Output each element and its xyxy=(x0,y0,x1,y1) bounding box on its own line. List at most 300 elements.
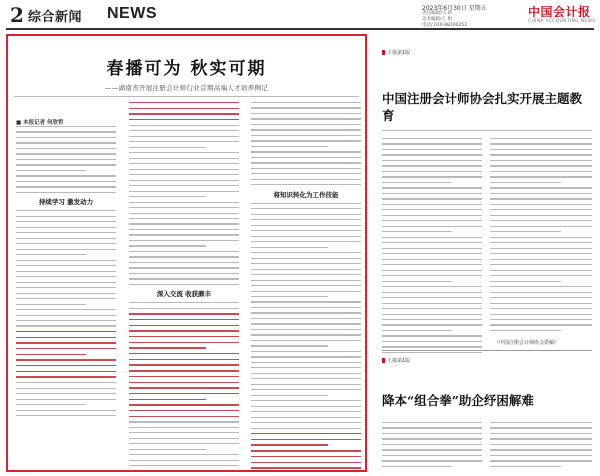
text-line xyxy=(16,415,116,416)
text-line xyxy=(129,278,239,279)
article-headline: 春播可为 秋实可期 xyxy=(106,59,267,79)
text-line xyxy=(251,157,361,158)
text-line xyxy=(129,347,206,348)
text-line xyxy=(129,152,239,153)
text-line xyxy=(382,422,482,423)
text-line xyxy=(251,214,361,215)
text-line xyxy=(251,411,361,412)
text-line xyxy=(16,175,116,176)
text-line xyxy=(16,142,116,143)
text-line xyxy=(16,282,116,283)
text-line xyxy=(129,319,239,320)
text-line xyxy=(16,227,116,228)
newspaper-logo-en: CHINA ACCOUNTING NEWS xyxy=(528,19,596,24)
text-line xyxy=(251,433,361,434)
text-line xyxy=(490,165,592,166)
story2-body-column-1 xyxy=(382,422,482,470)
text-line xyxy=(129,213,239,214)
text-line xyxy=(251,444,328,445)
text-line xyxy=(16,325,116,326)
text-line xyxy=(16,164,116,165)
text-line xyxy=(16,126,116,127)
text-line xyxy=(16,249,116,250)
story-body-column-2 xyxy=(490,138,592,335)
text-line xyxy=(129,302,239,303)
text-line xyxy=(129,382,239,383)
text-line xyxy=(251,356,361,357)
text-line xyxy=(251,367,361,368)
text-line xyxy=(490,275,592,276)
text-line xyxy=(251,151,361,152)
text-line xyxy=(251,389,361,390)
text-line xyxy=(251,184,361,185)
text-line xyxy=(251,373,361,374)
text-line xyxy=(490,303,592,304)
text-line xyxy=(251,351,361,352)
text-line xyxy=(251,102,361,103)
text-line xyxy=(382,149,482,150)
text-line xyxy=(16,365,116,366)
text-line xyxy=(382,171,482,172)
text-line xyxy=(382,259,482,260)
text-line xyxy=(382,160,482,161)
text-line xyxy=(16,393,116,394)
text-line xyxy=(16,181,116,182)
text-line xyxy=(129,234,239,235)
text-line xyxy=(129,465,239,466)
text-line xyxy=(382,292,482,293)
right-column xyxy=(374,34,594,472)
text-line xyxy=(382,438,482,439)
text-line xyxy=(251,241,361,242)
text-line xyxy=(490,259,592,260)
text-line xyxy=(251,340,361,341)
text-line xyxy=(251,146,328,147)
section-heading-1: 持续学习 激发动力 xyxy=(38,198,94,207)
text-line xyxy=(490,264,592,265)
text-line xyxy=(382,324,482,325)
story-headline-cicpa[interactable]: 中国注册会计师协会扎实开展主题教育 xyxy=(382,91,583,123)
text-line xyxy=(16,148,116,149)
text-line xyxy=(490,460,592,461)
masthead-rule xyxy=(6,28,594,30)
text-line xyxy=(251,462,361,463)
text-line xyxy=(16,265,116,266)
text-line xyxy=(251,140,361,141)
story2-body-column-2 xyxy=(490,422,592,470)
text-line xyxy=(16,388,116,389)
text-line xyxy=(490,248,592,249)
text-line xyxy=(251,274,361,275)
text-line xyxy=(382,187,482,188)
text-line xyxy=(129,102,239,103)
text-line xyxy=(382,209,482,210)
text-line xyxy=(16,354,86,355)
text-line xyxy=(251,258,361,259)
article-column-2 xyxy=(129,102,239,472)
text-line xyxy=(382,220,482,221)
text-line xyxy=(251,467,361,468)
text-line xyxy=(251,280,361,281)
text-line xyxy=(251,450,361,451)
text-line xyxy=(490,182,561,183)
article-column-3 xyxy=(251,102,361,472)
text-line xyxy=(129,218,239,219)
kicker-continued-1 xyxy=(382,49,410,56)
text-line xyxy=(129,325,239,326)
text-line xyxy=(382,433,482,434)
news-label: NEWS xyxy=(107,5,157,22)
text-line xyxy=(490,187,592,188)
text-line xyxy=(129,353,239,354)
text-line xyxy=(16,210,116,211)
text-line xyxy=(251,113,361,114)
text-line xyxy=(251,334,361,335)
section-heading-2: 深入交流 收获颇丰 xyxy=(156,290,212,299)
section-heading-3: 将知识转化为工作技能 xyxy=(273,190,339,199)
text-line xyxy=(16,221,116,222)
text-line xyxy=(382,314,482,315)
text-line xyxy=(251,124,361,125)
text-line xyxy=(129,364,239,365)
text-line xyxy=(129,251,239,252)
text-line xyxy=(129,119,239,120)
text-line xyxy=(490,231,561,232)
body-text xyxy=(382,422,482,467)
text-line xyxy=(382,319,482,320)
text-line xyxy=(129,223,239,224)
text-line xyxy=(251,296,328,297)
text-line xyxy=(490,438,592,439)
text-line xyxy=(251,312,361,313)
text-line xyxy=(129,136,239,137)
text-line xyxy=(16,153,116,154)
text-line xyxy=(251,439,361,440)
body-text xyxy=(129,302,239,472)
body-text xyxy=(251,203,361,472)
text-line xyxy=(382,460,482,461)
text-line xyxy=(490,270,592,271)
text-line xyxy=(129,308,239,309)
text-line xyxy=(16,216,116,217)
text-line xyxy=(129,370,239,371)
text-line xyxy=(129,141,239,142)
text-line xyxy=(490,204,592,205)
text-line xyxy=(490,171,592,172)
page-number: 2 xyxy=(10,3,24,27)
text-line xyxy=(129,393,239,394)
text-line xyxy=(490,330,561,331)
text-line xyxy=(382,308,482,309)
text-line xyxy=(251,107,361,108)
text-line xyxy=(382,303,482,304)
text-line xyxy=(16,238,116,239)
text-line xyxy=(16,243,116,244)
text-line xyxy=(382,455,482,456)
text-line xyxy=(251,378,361,379)
text-line xyxy=(382,330,452,331)
story-divider xyxy=(382,350,592,351)
text-line xyxy=(251,179,361,180)
text-line xyxy=(490,242,592,243)
text-line xyxy=(382,427,482,428)
body-text xyxy=(16,126,116,193)
text-line xyxy=(129,416,239,417)
text-line xyxy=(16,342,116,343)
text-line xyxy=(129,229,239,230)
text-line xyxy=(251,428,361,429)
text-line xyxy=(382,143,482,144)
text-line xyxy=(490,215,592,216)
story-headline-cost-reduction[interactable]: 降本“组合拳”助企纾困解难 xyxy=(382,393,534,408)
text-line xyxy=(490,319,592,320)
text-line xyxy=(251,203,361,204)
text-line xyxy=(129,376,239,377)
text-line xyxy=(382,352,482,353)
text-line xyxy=(251,129,361,130)
text-line xyxy=(251,162,361,163)
text-line xyxy=(251,384,361,385)
text-line xyxy=(382,165,482,166)
text-line xyxy=(251,329,361,330)
text-line xyxy=(382,198,482,199)
text-line xyxy=(251,285,361,286)
text-line xyxy=(382,444,482,445)
issue-date: 2023年6月30日 星期五 xyxy=(422,5,487,12)
text-line xyxy=(382,215,482,216)
text-line xyxy=(16,404,86,405)
text-line xyxy=(129,432,239,433)
text-line xyxy=(251,168,361,169)
text-line xyxy=(382,286,482,287)
text-line xyxy=(16,371,116,372)
text-line xyxy=(251,323,361,324)
text-line xyxy=(16,260,116,261)
text-line xyxy=(129,399,206,400)
text-line xyxy=(490,292,592,293)
text-line xyxy=(382,466,452,467)
text-line xyxy=(129,471,239,472)
text-line xyxy=(129,202,239,203)
text-line xyxy=(16,287,116,288)
text-line xyxy=(382,204,482,205)
text-line xyxy=(490,444,592,445)
text-line xyxy=(490,220,592,221)
text-line xyxy=(16,137,116,138)
text-line xyxy=(129,443,239,444)
text-line xyxy=(382,297,482,298)
text-line xyxy=(490,455,592,456)
story-body-column-1 xyxy=(382,138,482,357)
text-line xyxy=(16,254,86,255)
text-line xyxy=(382,253,482,254)
body-text xyxy=(490,422,592,467)
text-line xyxy=(16,192,116,193)
text-line xyxy=(251,406,361,407)
text-line xyxy=(129,359,239,360)
text-line xyxy=(490,237,592,238)
text-line xyxy=(16,376,116,377)
text-line xyxy=(251,252,361,253)
text-line xyxy=(490,297,592,298)
text-line xyxy=(129,191,239,192)
text-line xyxy=(490,198,592,199)
newspaper-logo: 中国会计报 xyxy=(528,5,591,19)
text-line xyxy=(382,264,482,265)
text-line xyxy=(16,331,116,332)
text-line xyxy=(382,335,482,336)
text-line xyxy=(129,125,239,126)
text-line xyxy=(129,410,239,411)
text-line xyxy=(382,176,482,177)
text-line xyxy=(129,404,239,405)
text-line xyxy=(129,284,239,285)
body-text xyxy=(129,102,239,285)
text-line xyxy=(129,262,239,263)
text-line xyxy=(16,131,116,132)
text-line xyxy=(251,208,361,209)
article-byline: ■ 本报记者 何欣哲 xyxy=(16,120,64,126)
text-line xyxy=(490,324,592,325)
text-line xyxy=(129,336,239,337)
text-line xyxy=(251,263,361,264)
text-line xyxy=(16,410,116,411)
text-line xyxy=(16,232,116,233)
text-line xyxy=(382,346,482,347)
text-line xyxy=(251,400,361,401)
art-editor-line: 美术编辑/王 娟 xyxy=(422,17,452,22)
text-line xyxy=(129,342,239,343)
story-signoff: （中国注册会计师协会供稿） xyxy=(494,340,560,346)
text-line xyxy=(251,230,361,231)
text-line xyxy=(490,209,592,210)
text-line xyxy=(16,293,116,294)
text-line xyxy=(251,236,361,237)
text-line xyxy=(16,320,116,321)
text-line xyxy=(382,231,452,232)
kicker-text: 上接第1版 xyxy=(387,50,411,56)
text-line xyxy=(382,237,482,238)
text-line xyxy=(490,449,592,450)
text-line xyxy=(490,308,592,309)
editor-credits xyxy=(422,11,522,29)
text-line xyxy=(16,298,116,299)
text-line xyxy=(382,275,482,276)
text-line xyxy=(490,314,592,315)
text-line xyxy=(129,387,239,388)
text-line xyxy=(129,330,239,331)
text-line xyxy=(129,147,206,148)
kicker-continued-2 xyxy=(382,357,410,364)
text-line xyxy=(490,466,561,467)
text-line xyxy=(490,226,592,227)
text-line xyxy=(129,180,239,181)
text-line xyxy=(251,318,361,319)
text-line xyxy=(251,417,361,418)
body-text xyxy=(490,138,592,331)
text-line xyxy=(382,182,452,183)
text-line xyxy=(129,449,206,450)
text-line xyxy=(16,271,116,272)
text-line xyxy=(382,226,482,227)
text-line xyxy=(251,395,328,396)
text-line xyxy=(490,433,592,434)
masthead xyxy=(0,0,600,30)
text-line xyxy=(382,248,482,249)
text-line xyxy=(251,456,361,457)
text-line xyxy=(490,149,592,150)
text-line xyxy=(129,169,239,170)
body-text xyxy=(251,102,361,185)
text-line xyxy=(16,315,116,316)
text-line xyxy=(251,345,328,346)
text-line xyxy=(251,247,328,248)
text-line xyxy=(382,193,482,194)
text-line xyxy=(251,225,361,226)
text-line xyxy=(129,174,239,175)
text-line xyxy=(129,245,206,246)
text-line xyxy=(16,337,116,338)
text-line xyxy=(129,273,239,274)
section-title: 综合新闻 xyxy=(28,10,83,25)
text-line xyxy=(16,359,116,360)
text-line xyxy=(251,307,361,308)
text-line xyxy=(129,158,239,159)
story-rule xyxy=(382,130,592,131)
phone-line: 电话/ 010-88190252 xyxy=(422,23,468,28)
text-line xyxy=(251,291,361,292)
text-line xyxy=(129,196,206,197)
text-line xyxy=(382,138,482,139)
text-line xyxy=(490,286,592,287)
text-line xyxy=(129,313,239,314)
text-line xyxy=(490,160,592,161)
text-line xyxy=(382,281,452,282)
text-line xyxy=(129,108,239,109)
article-subhead: ——湖南省开展注册会计师行业首期高端人才培养侧记 xyxy=(104,84,269,92)
text-line xyxy=(382,341,482,342)
text-line xyxy=(16,304,86,305)
kicker-marker xyxy=(382,50,385,55)
text-line xyxy=(129,421,239,422)
highlighted-article[interactable] xyxy=(6,34,367,472)
text-line xyxy=(382,242,482,243)
body-text xyxy=(16,210,116,416)
text-line xyxy=(251,422,361,423)
headline-rule xyxy=(14,96,359,97)
text-line xyxy=(129,454,239,455)
text-line xyxy=(251,135,361,136)
text-line xyxy=(129,256,239,257)
text-line xyxy=(129,427,239,428)
text-line xyxy=(129,240,239,241)
text-line xyxy=(490,154,592,155)
text-line xyxy=(129,163,239,164)
text-line xyxy=(490,143,592,144)
text-line xyxy=(129,267,239,268)
text-line xyxy=(16,186,116,187)
editor-line: 责任编辑/马 新 xyxy=(422,11,452,16)
article-column-1 xyxy=(16,126,116,421)
text-line xyxy=(251,118,361,119)
text-line xyxy=(251,219,361,220)
text-line xyxy=(129,460,239,461)
text-line xyxy=(16,276,116,277)
text-line xyxy=(129,438,239,439)
text-line xyxy=(16,382,116,383)
kicker-text: 上接第1版 xyxy=(387,358,411,364)
text-line xyxy=(382,154,482,155)
